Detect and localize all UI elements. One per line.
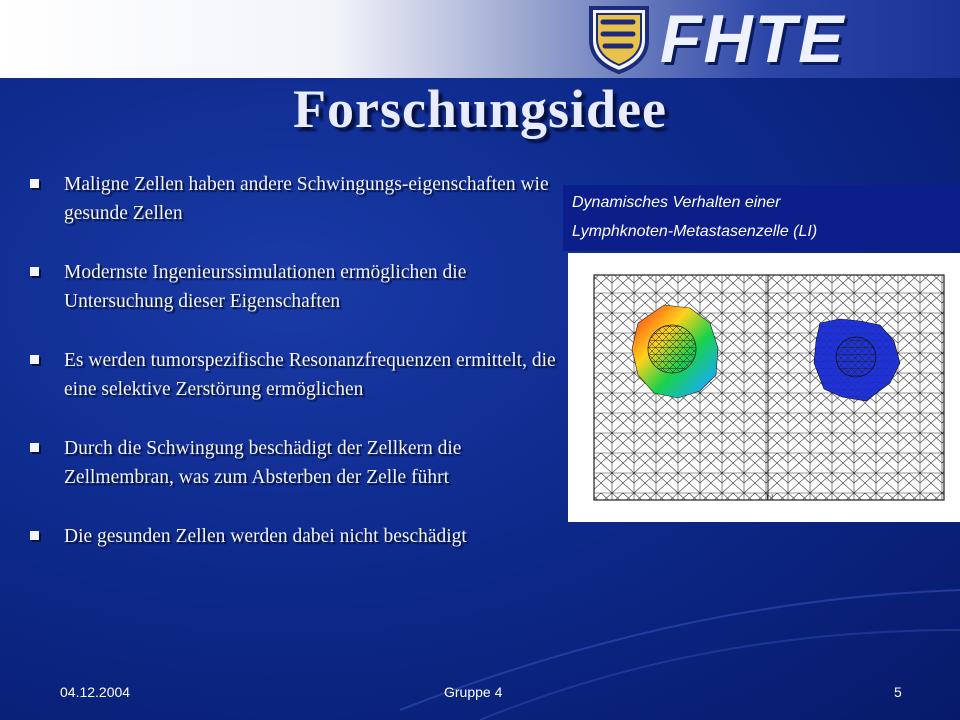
footer-group: Gruppe 4 bbox=[444, 684, 503, 700]
bullet-text: Modernste Ingenieurssimulationen ermöglichen die Untersuchung dieser Eigenschaften bbox=[64, 262, 467, 312]
brand-logo-text: FHTE bbox=[660, 1, 846, 77]
bullet-text: Durch die Schwingung beschädigt der Zellkern die Zellmembran, was zum Absterben der Zelle führt bbox=[64, 438, 462, 488]
caption-line-1: Dynamisches Verhalten einer bbox=[572, 194, 781, 211]
coat-of-arms-icon bbox=[583, 2, 655, 74]
mesh-domain bbox=[594, 275, 944, 500]
bullet-item bbox=[30, 434, 560, 492]
fem-mesh-image bbox=[568, 253, 960, 522]
slide-title: Forschungsidee bbox=[292, 79, 668, 139]
bullet-square-icon bbox=[30, 179, 39, 188]
bullet-list bbox=[30, 170, 560, 581]
bullet-square-icon bbox=[30, 267, 39, 276]
caption-line-2: Lymphknoten-Metastasenzelle (LI) bbox=[572, 223, 818, 240]
footer-date: 04.12.2004 bbox=[60, 684, 131, 700]
footer-page-number: 5 bbox=[894, 684, 902, 700]
bullet-item bbox=[30, 170, 560, 228]
malignant-cell-nucleus bbox=[648, 325, 696, 373]
bullet-item bbox=[30, 522, 560, 551]
mesh-label: LI bbox=[766, 493, 774, 502]
bullet-item bbox=[30, 346, 560, 404]
bullet-text: Es werden tumorspezifische Resonanzfrequenzen ermittelt, die eine selektive Zerstörung ermöglichen bbox=[64, 350, 556, 400]
bullet-square-icon bbox=[30, 355, 39, 364]
figure-caption bbox=[563, 185, 960, 251]
healthy-cell-nucleus bbox=[836, 337, 876, 377]
bullet-square-icon bbox=[30, 531, 39, 540]
header-bar bbox=[0, 0, 960, 78]
bullet-text: Die gesunden Zellen werden dabei nicht beschädigt bbox=[64, 526, 467, 547]
fem-mesh-figure bbox=[568, 253, 960, 522]
bullet-item bbox=[30, 258, 560, 316]
bullet-square-icon bbox=[30, 443, 39, 452]
bullet-text: Maligne Zellen haben andere Schwingungs-eigenschaften wie gesunde Zellen bbox=[64, 174, 549, 224]
